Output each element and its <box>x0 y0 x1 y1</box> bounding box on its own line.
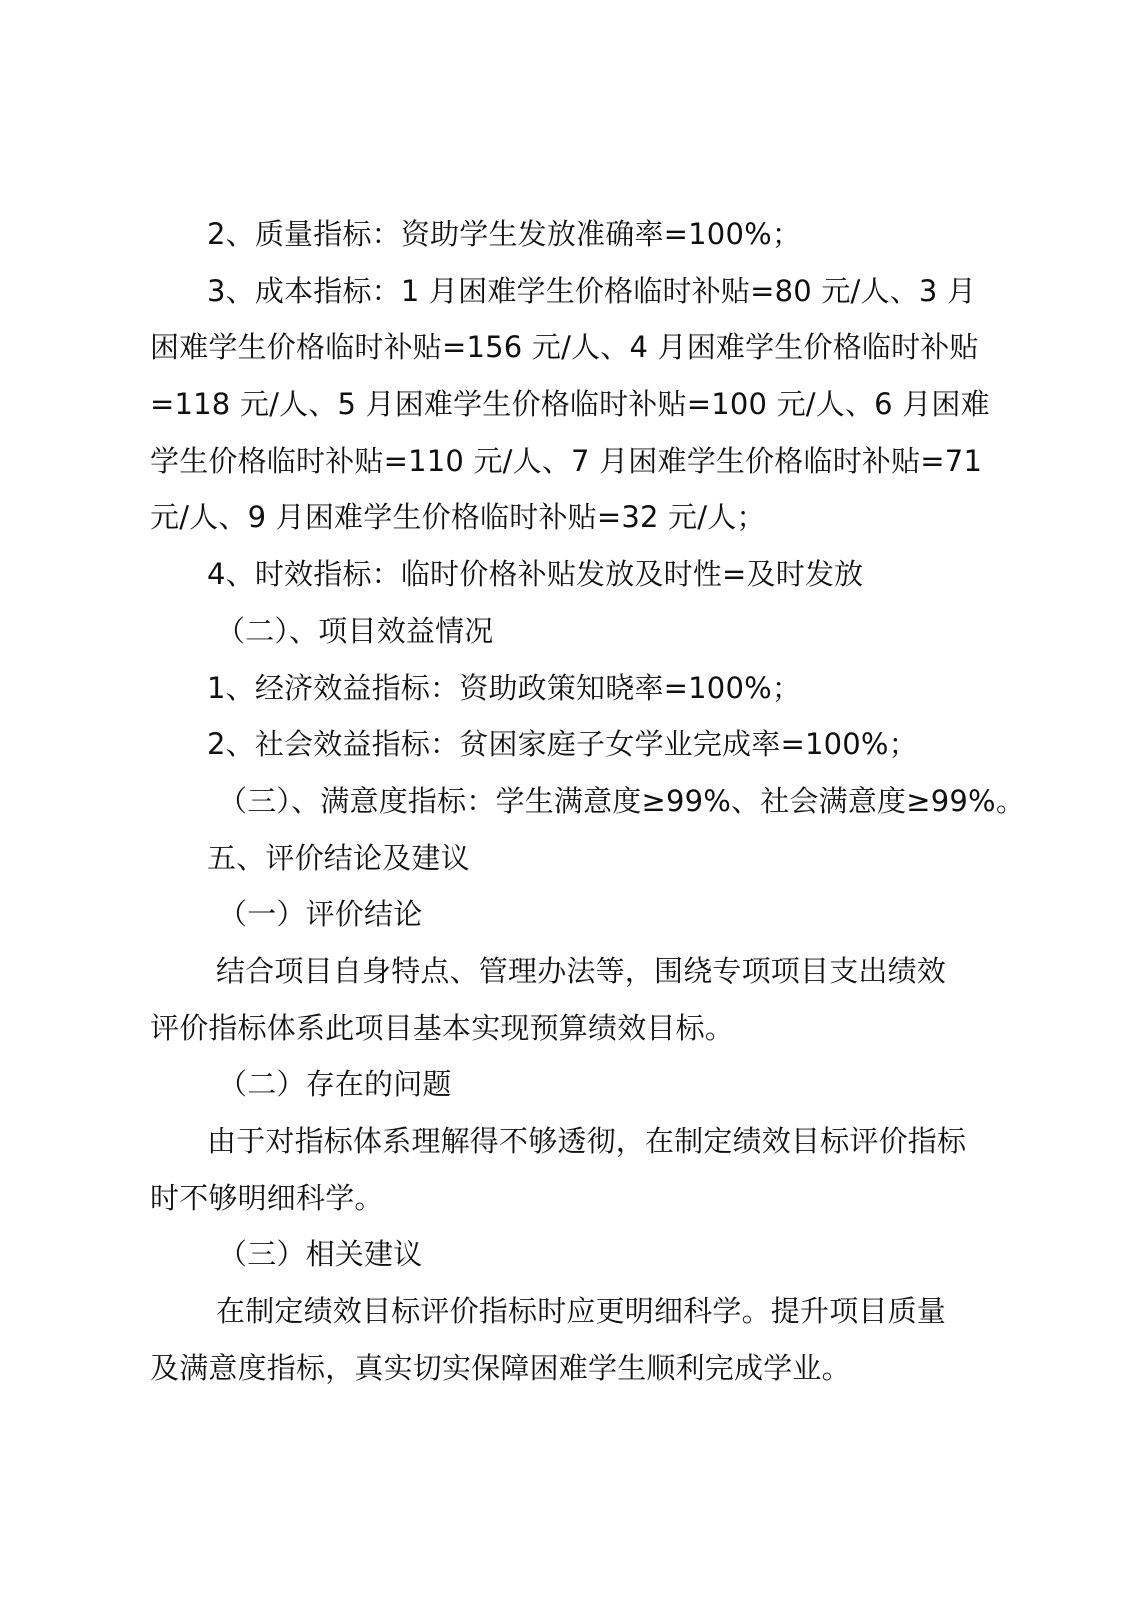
cost-indicator-line-3: =118 元/人、5 月困难学生价格临时补贴=100 元/人、6 月困难 <box>150 387 990 422</box>
cost-indicator-line-4: 学生价格临时补贴=110 元/人、7 月困难学生价格临时补贴=71 <box>150 443 983 478</box>
satisfaction-indicator-line: （三）、满意度指标：学生满意度≥99%、社会满意度≥99%。 <box>218 783 1026 818</box>
timeliness-indicator-line: 4、时效指标：临时价格补贴发放及时性=及时发放 <box>207 557 864 592</box>
subsection-conclusion-heading: （一）评价结论 <box>218 897 423 932</box>
subsection-suggestions-heading: （三）相关建议 <box>218 1237 423 1272</box>
section-benefits-heading: （二）、项目效益情况 <box>216 613 494 648</box>
subsection-problems-heading: （二）存在的问题 <box>218 1067 452 1102</box>
quality-indicator-line: 2、质量指标：资助学生发放准确率=100%； <box>207 217 802 251</box>
cost-indicator-line-5: 元/人、9 月困难学生价格临时补贴=32 元/人； <box>150 500 766 535</box>
section-conclusion-heading: 五、评价结论及建议 <box>207 840 470 875</box>
document-body <box>150 206 1026 1396</box>
suggestions-text-line-2: 及满意度指标，真实切实保障困难学生顺利完成学业。 <box>150 1350 851 1385</box>
problems-text-line-2: 时不够明细科学。 <box>150 1180 384 1215</box>
cost-indicator-line-2: 困难学生价格临时补贴=156 元/人、4 月困难学生价格临时补贴 <box>150 330 979 365</box>
conclusion-text-line-2: 评价指标体系此项目基本实现预算绩效目标。 <box>150 1010 735 1045</box>
social-benefit-line: 2、社会效益指标：贫困家庭子女学业完成率=100%； <box>207 727 918 762</box>
cost-indicator-line-1: 3、成本指标：1 月困难学生价格临时补贴=80 元/人、3 月 <box>207 273 977 308</box>
conclusion-text-line-1: 结合项目自身特点、管理办法等，围绕专项项目支出绩效 <box>216 953 947 988</box>
suggestions-text-line-1: 在制定绩效目标评价指标时应更明细科学。提升项目质量 <box>216 1294 947 1329</box>
problems-text-line-1: 由于对指标体系理解得不够透彻，在制定绩效目标评价指标 <box>207 1124 967 1158</box>
economic-benefit-line: 1、经济效益指标：资助政策知晓率=100%； <box>207 670 802 705</box>
